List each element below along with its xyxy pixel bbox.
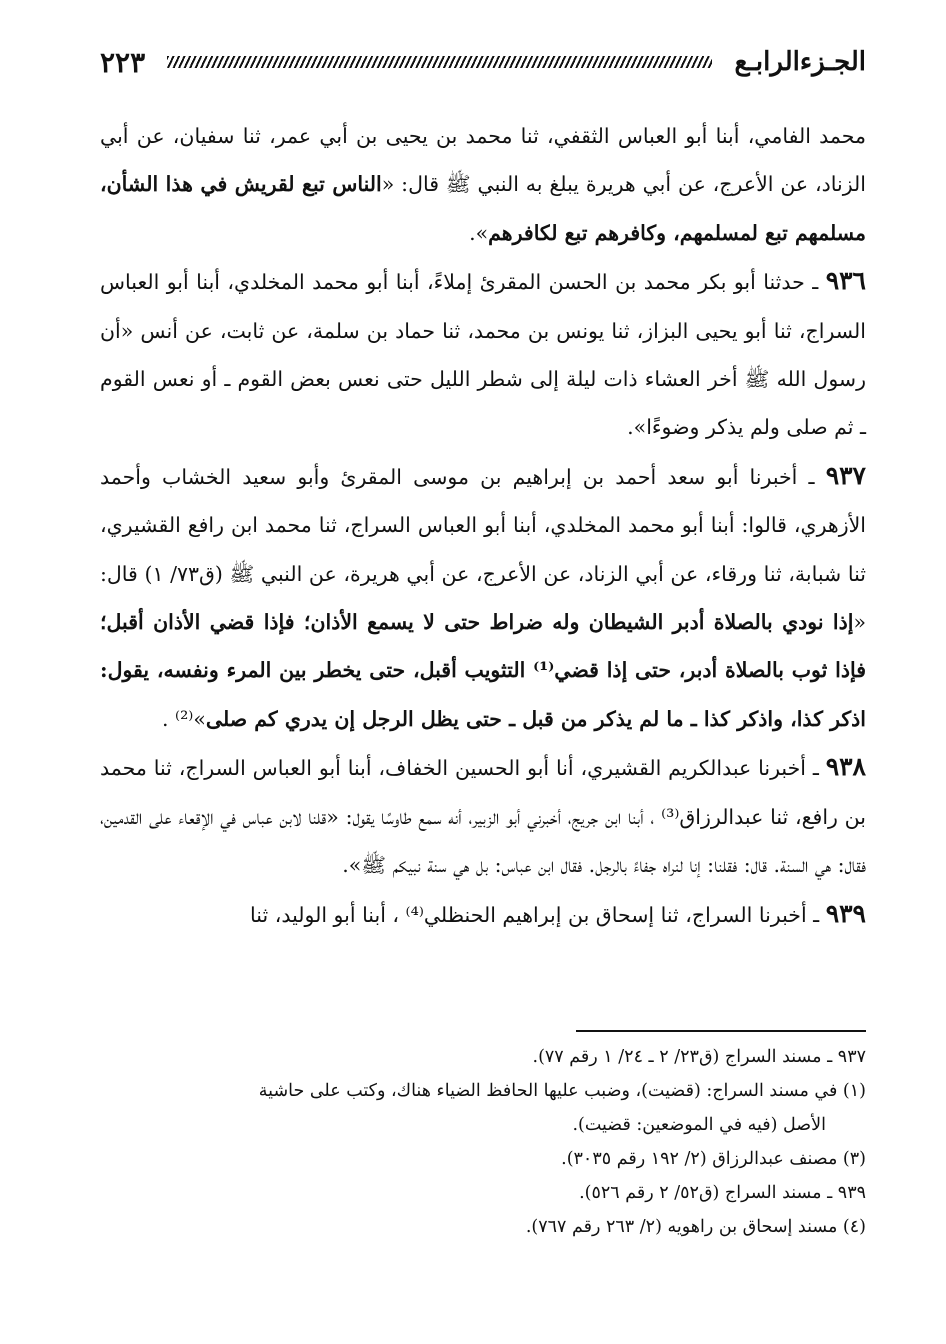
paragraph-text: »⁽²⁾ . <box>162 706 206 731</box>
footnote: ٩٣٧ ـ مسند السراج (ق٢٣/ ٢ ـ ٢٤/ ١ رقم ٧٧). <box>532 1047 866 1067</box>
main-text <box>100 112 866 939</box>
hadith-937 <box>100 452 866 743</box>
hadith-number: ٩٣٩ <box>825 898 866 928</box>
hadith-text: إذا نودي بالصلاة أدبر الشيطان وله ضراط حتى لا يسمع الأذان؛ فإذا قضي الأذان أقبل؛ فإذا ثوب بالصلاة أدبر، حتى إذا قضي⁽¹⁾ التثويب أقبل، حتى يخطر بين المرء ونفسه، يقول: اذكر كذا، واذكر كذا ـ ما لم يذكر من قبل ـ حتى يظل الرجل إن يدري كم صلى <box>100 610 866 731</box>
hadith-938 <box>100 743 866 889</box>
footnote: ٩٣٩ ـ مسند السراج (ق٥٢/ ٢ رقم ٥٢٦). <box>579 1183 866 1203</box>
page-header <box>100 40 866 84</box>
paragraph-text: ». <box>469 220 489 245</box>
footnote: (١) في مسند السراج: (قضيت)، وضبب عليها الحافظ الضياء هناك، وكتب على حاشية <box>258 1081 866 1101</box>
hadith-939 <box>100 890 866 939</box>
hadith-number: ٩٣٧ <box>825 460 866 490</box>
paragraph-continued <box>100 112 866 257</box>
hadith-text: الناس تبع لقريش في هذا الشأن، مسلمهم تبع لمسلمهم، وكافرهم تبع لكافرهم <box>100 172 866 245</box>
hadith-number: ٩٣٦ <box>825 266 866 296</box>
hadith-936 <box>100 257 866 452</box>
header-rule <box>167 56 712 68</box>
footnote-continuation: الأصل (فيه في الموضعين: قضيت). <box>572 1115 826 1135</box>
paragraph-text: ـ حدثنا أبو بكر محمد بن الحسن المقرئ إملاءً، أبنا أبو محمد المخلدي، أبنا أبو العباس السراج، ثنا أبو يحيى البزاز، ثنا يونس بن محمد، ثنا حماد بن سلمة، عن ثابت، عن أنس «أن رسول الله ﷺ أخر العشاء ذات ليلة إلى شطر الليل حتى نعس بعض القوم ـ أو نعس القوم ـ ثم صلى ولم يذكر وضوءًا». <box>100 270 866 440</box>
hadith-number: ٩٣٨ <box>825 752 866 782</box>
page-number: ٢٢٣ <box>100 45 146 79</box>
part-title: الجـزءالرابـع <box>734 47 866 77</box>
paragraph-text: ـ أخبرنا أبو سعد أحمد بن إبراهيم بن موسى المقرئ وأبو سعيد الخشاب وأحمد الأزهري، قالوا: أبنا أبو محمد المخلدي، أبنا أبو العباس السراج، ثنا محمد ابن رافع القشيري، ثنا شبابة، ثنا ورقاء، عن أبي الزناد، عن الأعرج، عن أبي هريرة، عن النبي ﷺ (ق٧٣/ ١) قال: « <box>100 464 866 635</box>
paragraph-text: ـ أخبرنا عبدالكريم القشيري، أنا أبو الحسين الخفاف، أبنا أبو العباس السراج، ثنا محمد بن رافع، ثنا عبدالرزاق⁽³⁾ ، أبنا ابن جريج، أخبرني أبو الزبير، أنه سمع طاوسًا يقول: «قلنا لابن عباس في الإقعاء على القدمين، فقال: هي السنة. قال: فقلنا: إنا لنراه جفاءً بالرجل. فقال ابن عباس: بل هي سنة نبيكم ﷺ». <box>100 756 866 878</box>
paragraph-text: ـ أخبرنا السراج، ثنا إسحاق بن إبراهيم الحنظلي⁽⁴⁾ ، أبنا أبو الوليد، ثنا <box>250 902 826 927</box>
footnote: (٤) مسند إسحاق بن راهويه (٢/ ٢٦٣ رقم ٧٦٧). <box>525 1217 866 1237</box>
footnotes <box>100 1040 866 1244</box>
footnote-separator <box>576 1030 866 1032</box>
paragraph-text: محمد الفامي، أبنا أبو العباس الثقفي، ثنا محمد بن يحيى بن أبي عمر، ثنا سفيان، عن أبي الزناد، عن الأعرج، عن أبي هريرة يبلغ به النبي ﷺ قال: « <box>100 124 866 197</box>
footnote: (٣) مصنف عبدالرزاق (٢/ ١٩٢ رقم ٣٠٣٥). <box>561 1149 866 1169</box>
